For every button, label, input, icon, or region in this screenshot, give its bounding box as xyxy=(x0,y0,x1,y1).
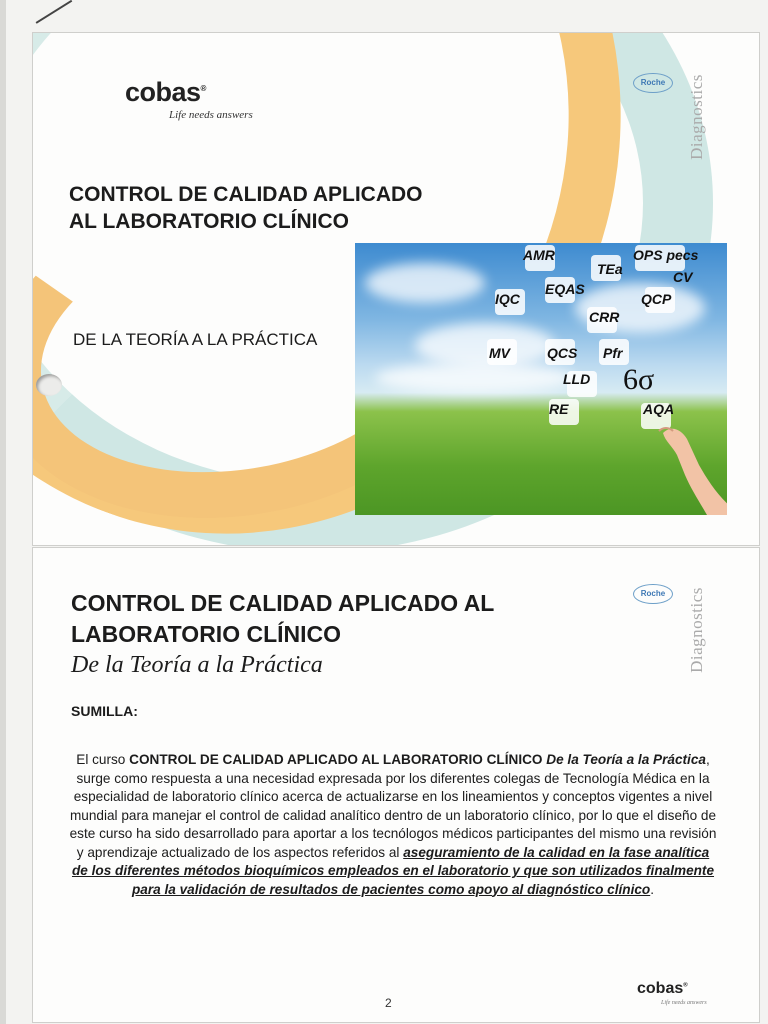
para-emphasis: aseguramiento de la calidad en la fase analítica de los diferentes métodos bioquímicos empleados en el laboratorio y que son utilizados finalmente para la validación de resultados de pacientes como apoyo al diagnóstico clínico xyxy=(71,844,715,897)
punch-hole xyxy=(36,374,62,396)
term-ops: OPS pecs xyxy=(633,247,699,263)
cover-title-line-1: CONTROL DE CALIDAD APLICADO xyxy=(69,183,423,206)
para-body: , surge como respuesta a una necesidad expresada por los diferentes colegas de Tecnología Médica en la especialidad de laboratorio clínico acerca de actualizarse en los lineamientos y conceptos vigentes a nivel mundial para manejar el control de calidad analítico dentro de un laboratorio clínico, por lo que el diseño de este curso ha sido desarrollado para aportar a los tecnólogos médicos participantes del mismo una revisión y aprendizaje actualizado de los aspectos referidos al xyxy=(69,752,717,860)
term-re: RE xyxy=(549,401,569,417)
para-course-subtitle: De la Teoría a la Práctica xyxy=(546,752,706,767)
logo-tagline: Life needs answers xyxy=(169,109,253,121)
term-six-sigma: 6σ xyxy=(623,363,655,396)
para-end: . xyxy=(650,881,654,897)
roche-logo: Roche xyxy=(633,584,673,604)
term-eqas: EQAS xyxy=(545,281,585,297)
sumilla-paragraph xyxy=(69,751,717,899)
cloud xyxy=(415,323,555,368)
cover-slide xyxy=(32,32,760,546)
sumilla-heading: SUMILLA: xyxy=(71,703,138,719)
logo-tagline: Life needs answers xyxy=(661,1000,707,1006)
page-title xyxy=(71,588,494,650)
logo-text: cobas xyxy=(637,980,684,997)
registered-mark: ® xyxy=(200,84,206,93)
term-cv: CV xyxy=(673,269,693,285)
roche-logo: Roche xyxy=(633,73,673,93)
logo-text: cobas xyxy=(125,77,201,107)
term-qcp: QCP xyxy=(641,291,672,307)
registered-mark: ® xyxy=(683,982,688,989)
summary-slide xyxy=(32,547,760,1023)
diagnostics-label: Diagnostics xyxy=(687,587,706,673)
cover-title xyxy=(69,181,529,235)
page-number: 2 xyxy=(385,996,392,1010)
term-qcs: QCS xyxy=(547,345,578,361)
term-pfr: Pfr xyxy=(603,345,623,361)
cobas-logo-footer xyxy=(637,980,688,998)
scanned-page xyxy=(6,0,768,1024)
cover-subtitle: DE LA TEORÍA A LA PRÁCTICA xyxy=(73,330,318,349)
cover-title-line-2: AL LABORATORIO CLÍNICO xyxy=(69,210,349,233)
term-crr: CRR xyxy=(589,309,620,325)
para-course-name: CONTROL DE CALIDAD APLICADO AL LABORATORIO CLÍNICO xyxy=(129,752,547,767)
term-lld: LLD xyxy=(563,371,591,387)
page-title-line-2: LABORATORIO CLÍNICO xyxy=(71,621,342,647)
pencil-mark xyxy=(36,0,72,23)
cloud xyxy=(365,263,485,303)
cloud xyxy=(375,363,575,393)
term-tea: TEa xyxy=(597,261,623,277)
term-amr: AMR xyxy=(523,247,555,263)
term-mv: MV xyxy=(489,345,510,361)
cobas-logo xyxy=(125,77,206,108)
page-title-line-1: CONTROL DE CALIDAD APLICADO AL xyxy=(71,590,495,616)
term-iqc: IQC xyxy=(495,291,520,307)
para-intro: El curso xyxy=(76,752,130,767)
puzzle-sky-image xyxy=(355,243,727,515)
page-subtitle: De la Teoría a la Práctica xyxy=(71,652,323,678)
hand-illustration xyxy=(651,415,727,515)
diagnostics-label: Diagnostics xyxy=(687,74,706,160)
term-aqa: AQA xyxy=(643,401,675,417)
